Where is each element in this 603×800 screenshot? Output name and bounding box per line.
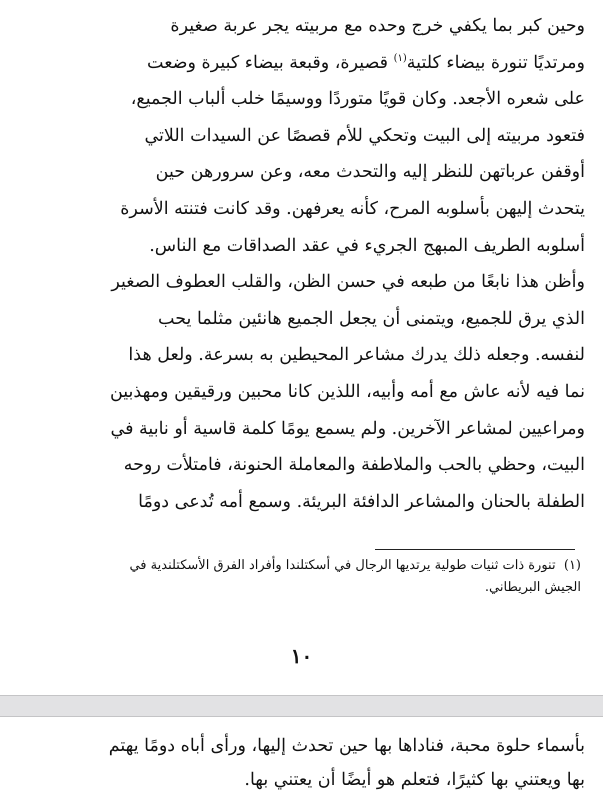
footnote-marker[interactable]: (١) bbox=[393, 52, 407, 64]
text-line: وحين كبر بما يكفي خرج وحده مع مربيته يجر عربة صغيرة bbox=[170, 16, 585, 36]
text-line: على شعره الأجعد. وكان قويًا متوردًا ووسيمًا خلب ألباب الجميع، bbox=[130, 89, 585, 110]
text-line: يتحدث إليهن بأسلوبه المرح، كأنه يعرفهن. وقد كانت فتنته الأسرة bbox=[120, 198, 585, 219]
text-line: فتعود مربيته إلى البيت وتحكي للأم قصصًا عن السيدات اللاتي bbox=[144, 125, 585, 146]
footnote-divider bbox=[375, 549, 575, 550]
text-line: نما فيه لأنه عاش مع أمه وأبيه، اللذين كانا محبين ورقيقين ومهذبين bbox=[109, 381, 585, 402]
text-line: لنفسه. وجعله ذلك يدرك مشاعر المحيطين به بسرعة. ولعل هذا bbox=[128, 345, 585, 366]
text-line: أوقفن عرباتهن للنظر إليه والتحدث معه، وعن سرورهن حين bbox=[155, 162, 585, 183]
page-separator bbox=[0, 695, 603, 717]
text-line: بها ويعتني بها كثيرًا، فتعلم هو أيضًا أن يعتني بها. bbox=[244, 770, 585, 790]
next-page-body-text bbox=[18, 729, 585, 797]
page-body-text bbox=[18, 8, 585, 520]
footnote-line: الجيش البريطاني. bbox=[484, 580, 581, 595]
text-line-with-footnote bbox=[18, 45, 585, 82]
footnote-text: تنورة ذات ثنيات طولية يرتديها الرجال في أسكتلندا وأفراد الفرق الأسكتلندية في bbox=[129, 558, 556, 573]
footnote-section bbox=[18, 555, 581, 599]
text-line: بأسماء حلوة محبة، فناداها بها حين تحدث إليها، ورأى أباه دومًا يهتم bbox=[108, 736, 585, 756]
text-line-end: قصيرة، وقبعة بيضاء كبيرة وضعت bbox=[147, 52, 394, 73]
text-line: الذي يرق للجميع، ويتمنى أن يجعل الجميع هانئين مثلما يحب bbox=[158, 308, 585, 329]
footnote-number: (١) bbox=[563, 558, 581, 573]
next-book-page bbox=[0, 717, 603, 800]
text-line: البيت، وحظي بالحب والملاطفة والمعاملة الحنونة، فامتلأت روحه bbox=[123, 455, 585, 476]
footnote-line bbox=[18, 555, 581, 577]
text-line: ومراعيين لمشاعر الآخرين. ولم يسمع يومًا كلمة قاسية أو نابية في bbox=[110, 418, 585, 439]
text-line-start: ومرتديًا تنورة بيضاء كلتية bbox=[406, 52, 585, 73]
text-line: وأظن هذا نابعًا من طبعه في حسن الظن، والقلب العطوف الصغير bbox=[111, 272, 585, 293]
page-number: ١٠ bbox=[290, 644, 313, 668]
text-line: الطفلة بالحنان والمشاعر الدافئة البريئة. وسمع أمه تُدعى دومًا bbox=[138, 491, 585, 512]
text-line: أسلوبه الطريف المبهج الجريء في عقد الصداقات مع الناس. bbox=[149, 235, 585, 256]
